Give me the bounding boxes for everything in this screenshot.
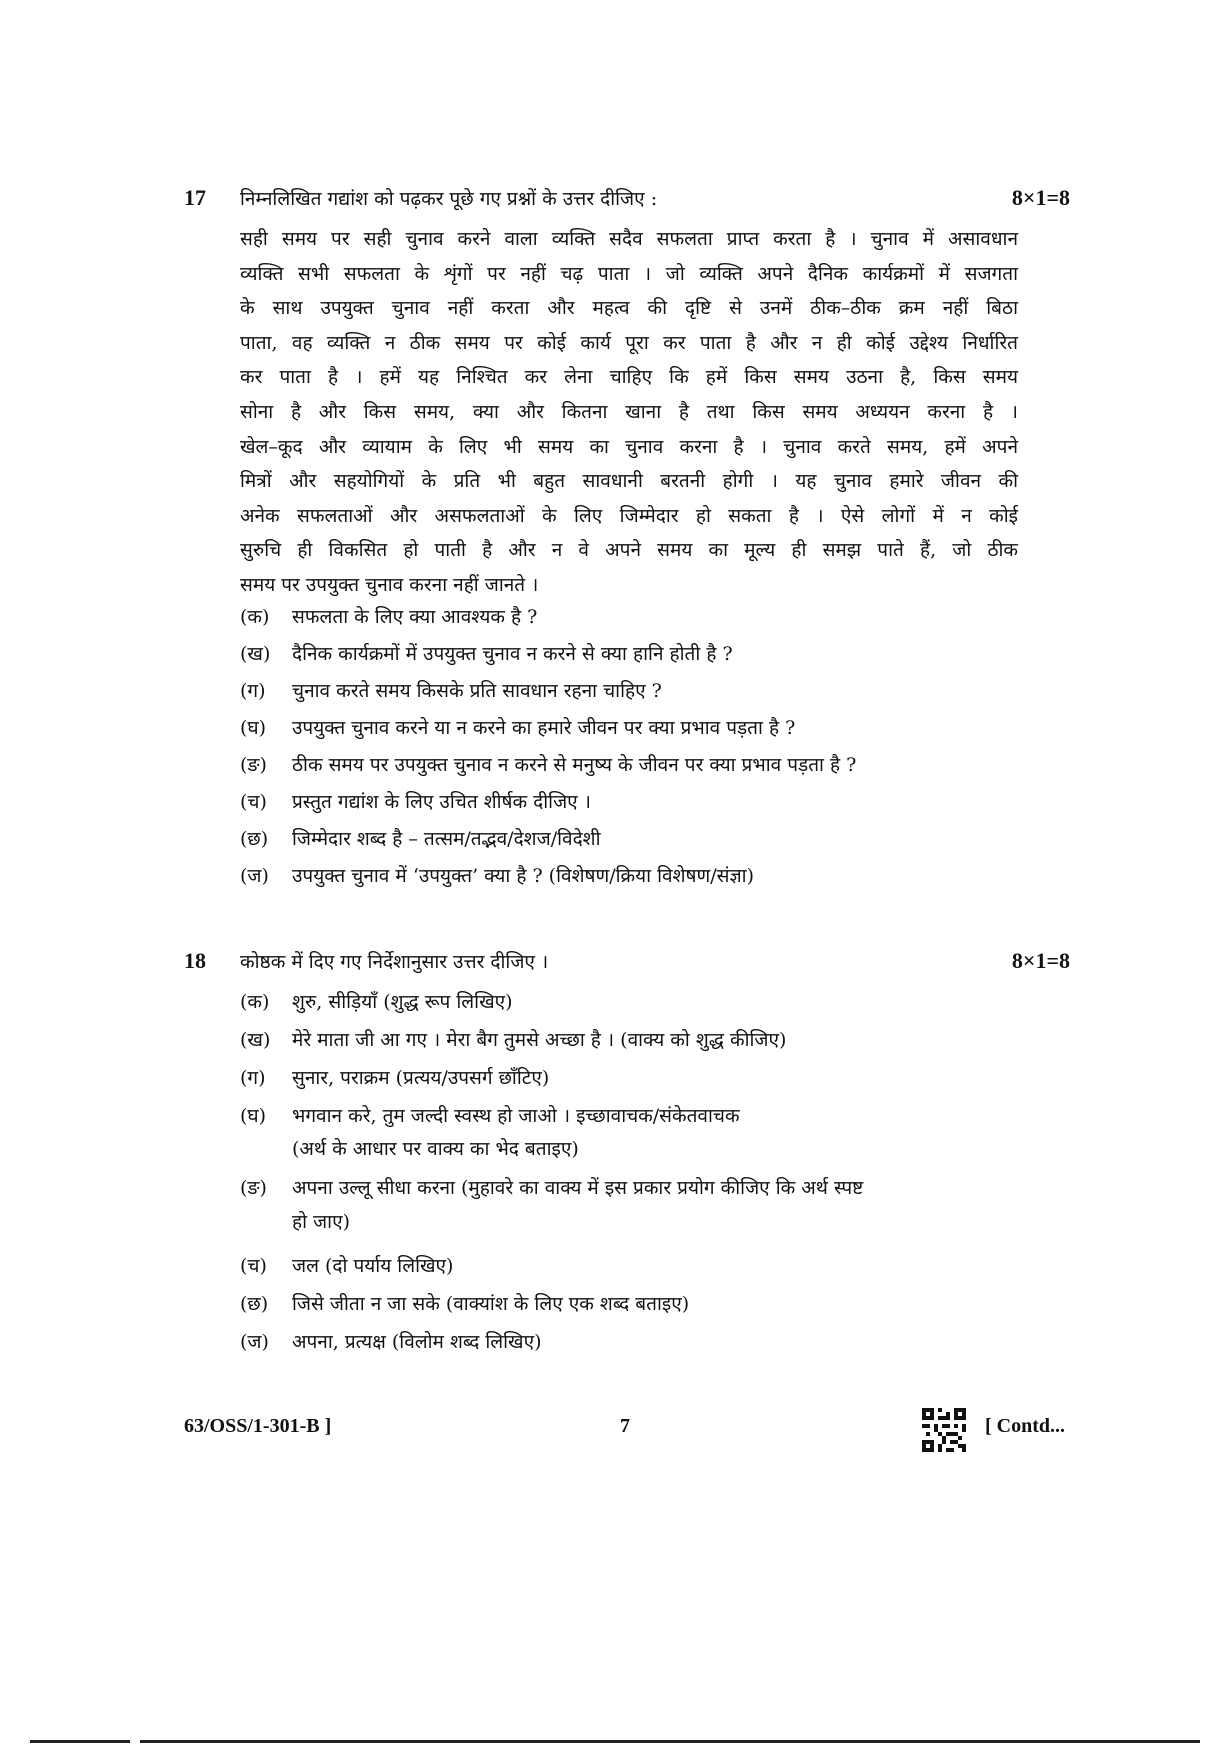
sub-label: (क) — [240, 606, 270, 628]
sub-text: मेरे माता जी आ गए । मेरा बैग तुमसे अच्छा है । (वाक्य को शुद्ध कीजिए) — [292, 1029, 787, 1051]
q18-sub-chha — [240, 1290, 689, 1316]
sub-text: सुनार, पराक्रम (प्रत्यय/उपसर्ग छाँटिए) — [292, 1067, 550, 1089]
question-17-title: निम्नलिखित गद्यांश को पढ़कर पूछे गए प्रश्नों के उत्तर दीजिए : — [240, 188, 658, 210]
sub-label: (क) — [240, 991, 270, 1013]
passage-line: व्यक्ति सभी सफलता के शृंगों पर नहीं चढ़ पाता । जो व्यक्ति अपने दैनिक कार्यक्रमों में सजगता — [240, 262, 1018, 285]
sub-text: जल (दो पर्याय लिखिए) — [292, 1255, 454, 1277]
q18-sub-ka — [240, 988, 513, 1014]
sub-label: (ङ) — [240, 754, 267, 776]
sub-text: अपना उल्लू सीधा करना (मुहावरे का वाक्य में इस प्रकार प्रयोग कीजिए कि अर्थ स्पष्ट — [292, 1177, 864, 1199]
q17-sub-nga — [240, 751, 856, 777]
q17-sub-chha — [240, 825, 601, 851]
sub-text: भगवान करे, तुम जल्दी स्वस्थ हो जाओ । इच्छावाचक/संकेतवाचक — [292, 1105, 740, 1127]
q18-sub-nga — [240, 1174, 863, 1200]
sub-text: सफलता के लिए क्या आवश्यक है ? — [292, 606, 538, 628]
sub-label: (च) — [240, 791, 267, 813]
passage-line: सुरुचि ही विकसित हो पाती है और न वे अपने समय का मूल्य ही समझ पाते हैं, जो ठीक — [240, 539, 1018, 562]
question-17-marks: 8×1=8 — [1011, 185, 1070, 210]
q18-sub-cha — [240, 1252, 453, 1278]
q18-sub-kha — [240, 1026, 786, 1052]
q17-sub-ka — [240, 603, 537, 629]
sub-label: (ग) — [240, 680, 266, 702]
page-number: 7 — [620, 1415, 630, 1437]
bottom-rule-right — [140, 1740, 1200, 1743]
q18-sub-ja — [240, 1328, 542, 1354]
sub-text: उपयुक्त चुनाव करने या न करने का हमारे जीवन पर क्या प्रभाव पड़ता है ? — [292, 717, 796, 739]
sub-text: जिसे जीता न जा सके (वाक्यांश के लिए एक शब्द बताइए) — [292, 1293, 690, 1315]
sub-text: उपयुक्त चुनाव में ‘उपयुक्त’ क्या है ? (विशेषण/क्रिया विशेषण/संज्ञा) — [292, 865, 754, 887]
sub-text: अपना, प्रत्यक्ष (विलोम शब्द लिखिए) — [292, 1331, 542, 1353]
question-17-passage — [240, 222, 1018, 603]
passage-line: पाता, वह व्यक्ति न ठीक समय पर कोई कार्य पूरा कर पाता है और न ही कोई उद्देश्य निर्धारित — [240, 331, 1018, 354]
sub-label: (घ) — [240, 717, 267, 739]
passage-line: मित्रों और सहयोगियों के प्रति भी बहुत सावधानी बरतनी होगी । यह चुनाव हमारे जीवन की — [240, 470, 1018, 493]
passage-line: अनेक सफलताओं और असफलताओं के लिए जिम्मेदार हो सकता है । ऐसे लोगों में न कोई — [240, 504, 1018, 527]
q18-sub-gha — [240, 1102, 740, 1128]
sub-label: (घ) — [240, 1105, 267, 1127]
passage-line: सोना है और किस समय, क्या और कितना खाना है तथा किस समय अध्ययन करना है । — [240, 400, 1018, 423]
sub-text: चुनाव करते समय किसके प्रति सावधान रहना चाहिए ? — [292, 680, 662, 702]
sub-label: (ग) — [240, 1067, 266, 1089]
passage-line: के साथ उपयुक्त चुनाव नहीं करता और महत्व की दृष्टि से उनमें ठीक–ठीक क्रम नहीं बिठा — [240, 297, 1018, 320]
sub-label: (छ) — [240, 828, 269, 850]
question-18-title: कोष्ठक में दिए गए निर्देशानुसार उत्तर दीजिए । — [240, 951, 549, 973]
paper-code: 63/OSS/1-301-B ] — [184, 1415, 332, 1437]
q18-sub-gha-line2: (अर्थ के आधार पर वाक्य का भेद बताइए) — [292, 1138, 579, 1160]
sub-text: शुरु, सीड़ियाँ (शुद्ध रूप लिखिए) — [292, 991, 513, 1013]
bottom-rule-left — [30, 1740, 130, 1743]
sub-label: (ज) — [240, 1331, 269, 1353]
passage-line: सही समय पर सही चुनाव करने वाला व्यक्ति सदैव सफलता प्राप्त करता है । चुनाव में असावधान — [240, 228, 1018, 250]
sub-label: (ख) — [240, 643, 271, 665]
sub-text: जिम्मेदार शब्द है – तत्सम/तद्भव/देशज/विदेशी — [292, 828, 601, 850]
qr-code-icon — [922, 1408, 966, 1452]
sub-label: (ङ) — [240, 1177, 267, 1199]
sub-label: (ज) — [240, 865, 269, 887]
sub-label: (छ) — [240, 1293, 269, 1315]
continued-label: [ Contd... — [985, 1415, 1066, 1437]
passage-line: खेल–कूद और व्यायाम के लिए भी समय का चुनाव करना है । चुनाव करते समय, हमें अपने — [240, 435, 1018, 458]
passage-line: कर पाता है । हमें यह निश्चित कर लेना चाहिए कि हमें किस समय उठना है, किस समय — [240, 366, 1018, 389]
passage-line: समय पर उपयुक्त चुनाव करना नहीं जानते । — [240, 573, 539, 596]
q17-sub-ga — [240, 677, 662, 703]
q17-sub-cha — [240, 788, 591, 814]
question-18-number: 18 — [184, 948, 206, 973]
sub-label: (ख) — [240, 1029, 271, 1051]
q18-sub-nga-line2: हो जाए) — [292, 1211, 350, 1233]
question-17-number: 17 — [184, 185, 206, 210]
sub-text: ठीक समय पर उपयुक्त चुनाव न करने से मनुष्य के जीवन पर क्या प्रभाव पड़ता है ? — [292, 754, 857, 776]
q17-sub-kha — [240, 640, 733, 666]
q17-sub-ja — [240, 862, 754, 888]
sub-text: प्रस्तुत गद्यांश के लिए उचित शीर्षक दीजिए । — [292, 791, 591, 813]
sub-text: दैनिक कार्यक्रमों में उपयुक्त चुनाव न करने से क्या हानि होती है ? — [292, 643, 733, 665]
q18-sub-ga — [240, 1064, 549, 1090]
sub-label: (च) — [240, 1255, 267, 1277]
q17-sub-gha — [240, 714, 795, 740]
question-18-marks: 8×1=8 — [1011, 948, 1070, 973]
